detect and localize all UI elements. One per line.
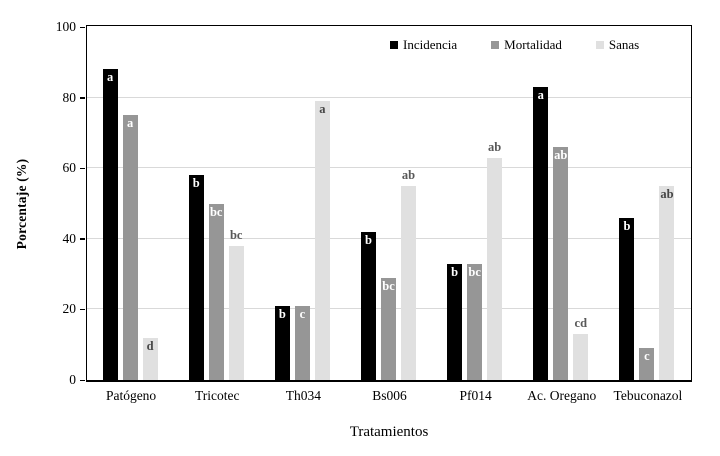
category-label-4: Bs006 [372, 388, 407, 403]
bar-label: ab [488, 139, 502, 154]
y-tick-label: 100 [55, 19, 76, 34]
bar-sanas-5 [487, 158, 502, 380]
category-label-7: Tebuconazol [613, 388, 683, 403]
gridline-80 [87, 97, 691, 98]
y-tick-label: 80 [62, 89, 76, 105]
bar-label: c [644, 349, 650, 364]
gridline-60 [87, 167, 691, 168]
bar-mortalidad-5 [467, 264, 482, 380]
bar-label: ab [660, 186, 674, 201]
bar-label: bc [382, 278, 395, 293]
y-tick-mark [80, 380, 85, 382]
legend-label: Mortalidad [504, 37, 562, 52]
legend-marker-mortalidad-icon [491, 41, 499, 49]
legend-label: Incidencia [403, 37, 458, 52]
bar-label: a [126, 116, 134, 131]
y-tick-label: 40 [62, 230, 76, 246]
legend [390, 37, 639, 53]
bar-incidencia-6 [533, 87, 548, 380]
bar-sanas-2 [229, 246, 244, 380]
legend-item-sanas [596, 37, 639, 53]
bar-label: a [537, 88, 544, 102]
legend-label: Sanas [608, 37, 640, 52]
bar-label: d [146, 338, 154, 353]
category-label-1: Patógeno [105, 388, 157, 403]
y-tick-mark [80, 309, 85, 311]
bar-label: b [623, 218, 631, 233]
bar-sanas-6 [573, 334, 588, 380]
plot-area [86, 25, 692, 382]
category-label-5: Pf014 [459, 388, 492, 403]
legend-item-incidencia [390, 37, 457, 53]
bar-sanas-3 [315, 101, 330, 380]
bar-incidencia-5 [447, 264, 462, 380]
bar-mortalidad-6 [553, 147, 568, 380]
legend-marker-incidencia-icon [390, 41, 398, 49]
bar-label: b [278, 306, 286, 321]
gridline-40 [87, 238, 691, 239]
category-label-3: Th034 [285, 388, 321, 403]
bar-label: b [365, 232, 372, 247]
legend-marker-sanas-icon [596, 41, 604, 49]
x-axis-title: Tratamientos [349, 424, 429, 440]
legend-item-mortalidad [491, 37, 562, 53]
y-tick-label: 60 [62, 160, 76, 176]
bar-label: ab [401, 167, 416, 182]
bar-label: bc [209, 204, 223, 219]
bar-sanas-7 [659, 186, 674, 380]
bar-label: ab [554, 148, 568, 163]
y-axis-title: Porcentaje (%) [14, 158, 29, 250]
bar-label: b [451, 264, 459, 279]
y-tick-mark [80, 238, 85, 240]
bar-label: c [299, 306, 306, 321]
y-tick-mark [80, 168, 85, 170]
bar-label: bc [229, 227, 243, 242]
bar-label: cd [574, 316, 588, 331]
y-tick-label: 0 [69, 372, 76, 387]
bar-label: b [192, 176, 200, 191]
bar-sanas-4 [401, 186, 416, 380]
category-label-6: Ac. Oregano [527, 388, 597, 403]
category-label-2: Tricotec [194, 388, 240, 403]
bar-incidencia-4 [361, 232, 376, 380]
bar-label: a [106, 70, 114, 85]
bar-label: bc [468, 264, 481, 279]
y-tick-mark [80, 27, 85, 29]
y-tick-label: 20 [62, 301, 76, 317]
y-tick-mark [80, 97, 85, 99]
bar-label: a [319, 102, 326, 117]
